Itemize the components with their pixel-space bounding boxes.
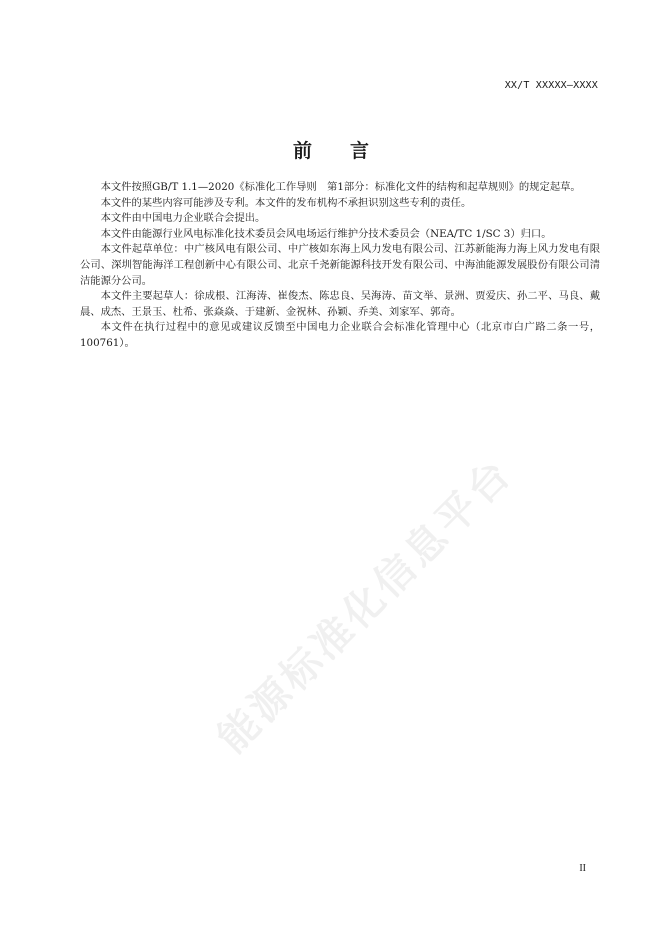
page-title — [0, 136, 662, 163]
document-code: XX/T XXXXX—XXXX — [504, 80, 598, 91]
title-char-1: 前 — [292, 140, 312, 162]
paragraph-drafting-units: 本文件起草单位：中广核风电有限公司、中广核如东海上风力发电有限公司、江苏新能海力海上风力发电有限公司、深圳智能海洋工程创新中心有限公司、北京千尧新能源科技开发有限公司、中海油能源发展股份有限公司清洁能源分公司。 — [80, 243, 600, 287]
paragraph-proposer: 本文件由中国电力企业联合会提出。 — [100, 212, 266, 225]
page-number: II — [579, 863, 586, 874]
watermark-text: 能源标准化信息平台 — [209, 449, 522, 763]
title-char-2: 言 — [350, 140, 370, 162]
paragraph-drafters: 本文件主要起草人：徐成根、江海涛、崔俊杰、陈忠良、吴海涛、苗文举、景洲、贾爱庆、孙二平、马良、戴晨、成杰、王景玉、杜希、张焱焱、于建新、金祝林、孙颖、乔美、刘家军、郭奇。 — [80, 290, 600, 318]
paragraph-committee: 本文件由能源行业风电标准化技术委员会风电场运行维护分技术委员会（NEA/TC 1/SC 3）归口。 — [100, 227, 552, 240]
paragraph-drafting-rules: 本文件按照GB/T 1.1—2020《标准化工作导则 第1部分：标准化文件的结构和起草规则》的规定起草。 — [100, 181, 581, 193]
paragraph-patent-notice: 本文件的某些内容可能涉及专利。本文件的发布机构不承担识别这些专利的责任。 — [100, 196, 472, 209]
paragraph-feedback: 本文件在执行过程中的意见或建议反馈至中国电力企业联合会标准化管理中心（北京市白广路二条一号，100761）。 — [80, 321, 600, 349]
foreword-body — [80, 180, 600, 352]
